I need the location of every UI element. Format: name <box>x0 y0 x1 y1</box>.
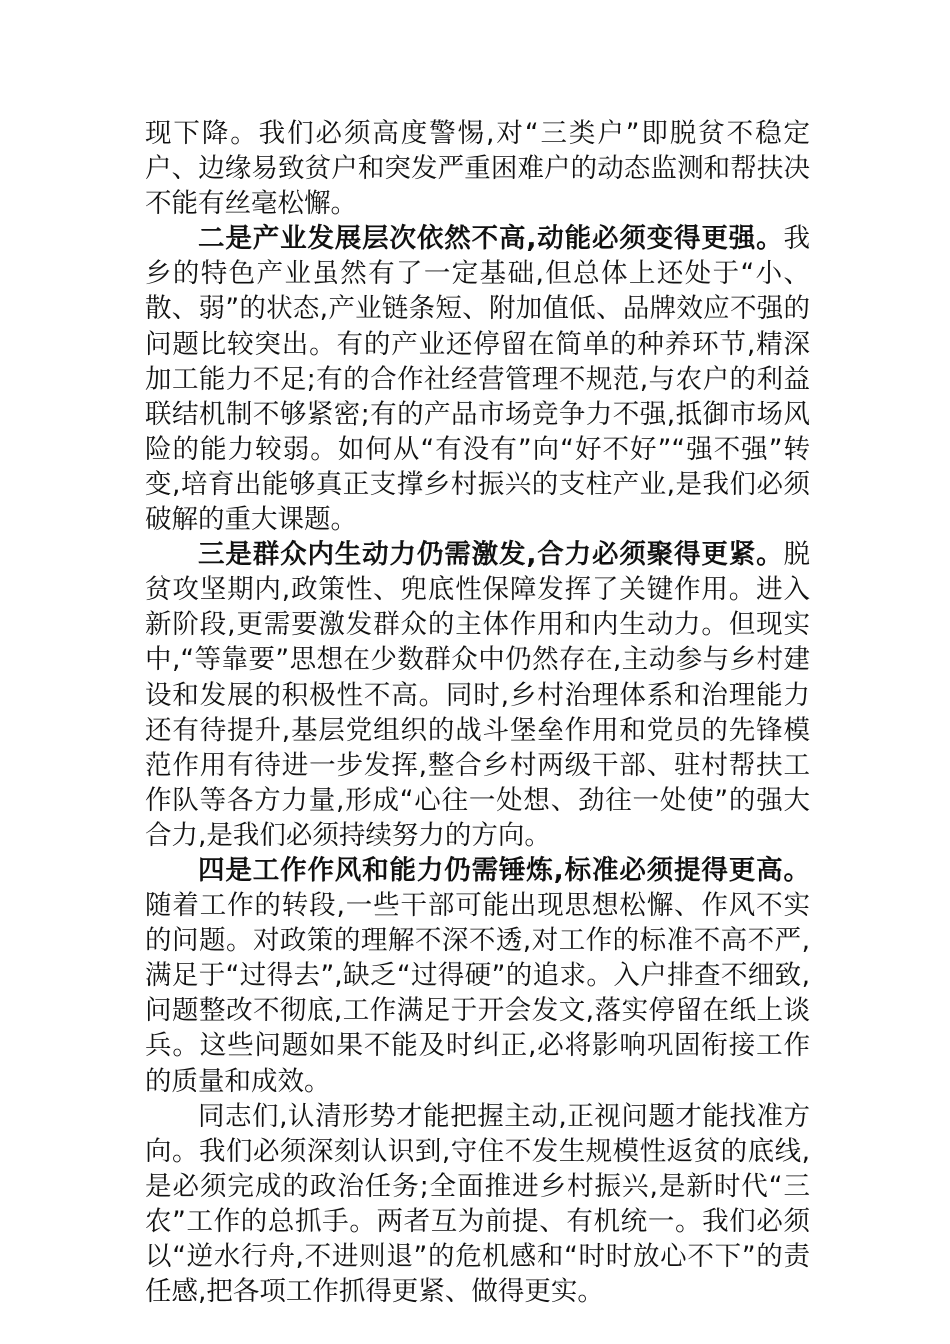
paragraph-heading: 二是产业发展层次依然不高,动能必须变得更强。 <box>198 223 784 255</box>
paragraph-heading: 四是工作作风和能力仍需锤炼,标准必须提得更高。 <box>198 854 810 886</box>
paragraph-work-style <box>145 853 810 1099</box>
paragraph-heading: 三是群众内生动力仍需激发,合力必须聚得更紧。 <box>198 539 784 571</box>
paragraph-text: 同志们,认清形势才能把握主动,正视问题才能找准方向。我们必须深刻认识到,守住不发生规模性返贫的底线,是必须完成的政治任务;全面推进乡村振兴,是新时代“三农”工作的总抓手。两者互为前提、有机统一。我们必须以“逆水行舟,不进则退”的危机感和“时时放心不下”的责任感,把各项工作抓得更紧、做得更实。 <box>145 1100 810 1308</box>
paragraph-text: 现下降。我们必须高度警惕,对“三类户”即脱贫不稳定户、边缘易致贫户和突发严重困难户的动态监测和帮扶决不能有丝毫松懈。 <box>145 118 810 220</box>
paragraph-motivation <box>145 537 810 853</box>
paragraph-text: 我乡的特色产业虽然有了一定基础,但总体上还处于“小、散、弱”的状态,产业链条短、附加值低、品牌效应不强的问题比较突出。有的产业还停留在简单的种养环节,精深加工能力不足;有的合作社经营管理不规范,与农户的利益联结机制不够紧密;有的产品市场竞争力不强,抵御市场风险的能力较弱。如何从“有没有”向“好不好”“强不强”转变,培育出能够真正支撑乡村振兴的支柱产业,是我们必须破解的重大课题。 <box>145 223 810 536</box>
document-body <box>145 116 810 1309</box>
paragraph-industry <box>145 221 810 537</box>
paragraph-text: 随着工作的转段,一些干部可能出现思想松懈、作风不实的问题。对政策的理解不深不透,对工作的标准不高不严,满足于“过得去”,缺乏“过得硬”的追求。入户排查不细致,问题整改不彻底,工作满足于开会发文,落实停留在纸上谈兵。这些问题如果不能及时纠正,必将影响巩固衔接工作的质量和成效。 <box>145 890 810 1097</box>
paragraph-continued <box>145 116 810 221</box>
paragraph-conclusion <box>145 1099 810 1310</box>
paragraph-text: 脱贫攻坚期内,政策性、兜底性保障发挥了关键作用。进入新阶段,更需要激发群众的主体作用和内生动力。但现实中,“等靠要”思想在少数群众中仍然存在,主动参与乡村建设和发展的积极性不高。同时,乡村治理体系和治理能力还有待提升,基层党组织的战斗堡垒作用和党员的先锋模范作用有待进一步发挥,整合乡村两级干部、驻村帮扶工作队等各方力量,形成“心往一处想、劲往一处使”的强大合力,是我们必须持续努力的方向。 <box>145 539 810 851</box>
